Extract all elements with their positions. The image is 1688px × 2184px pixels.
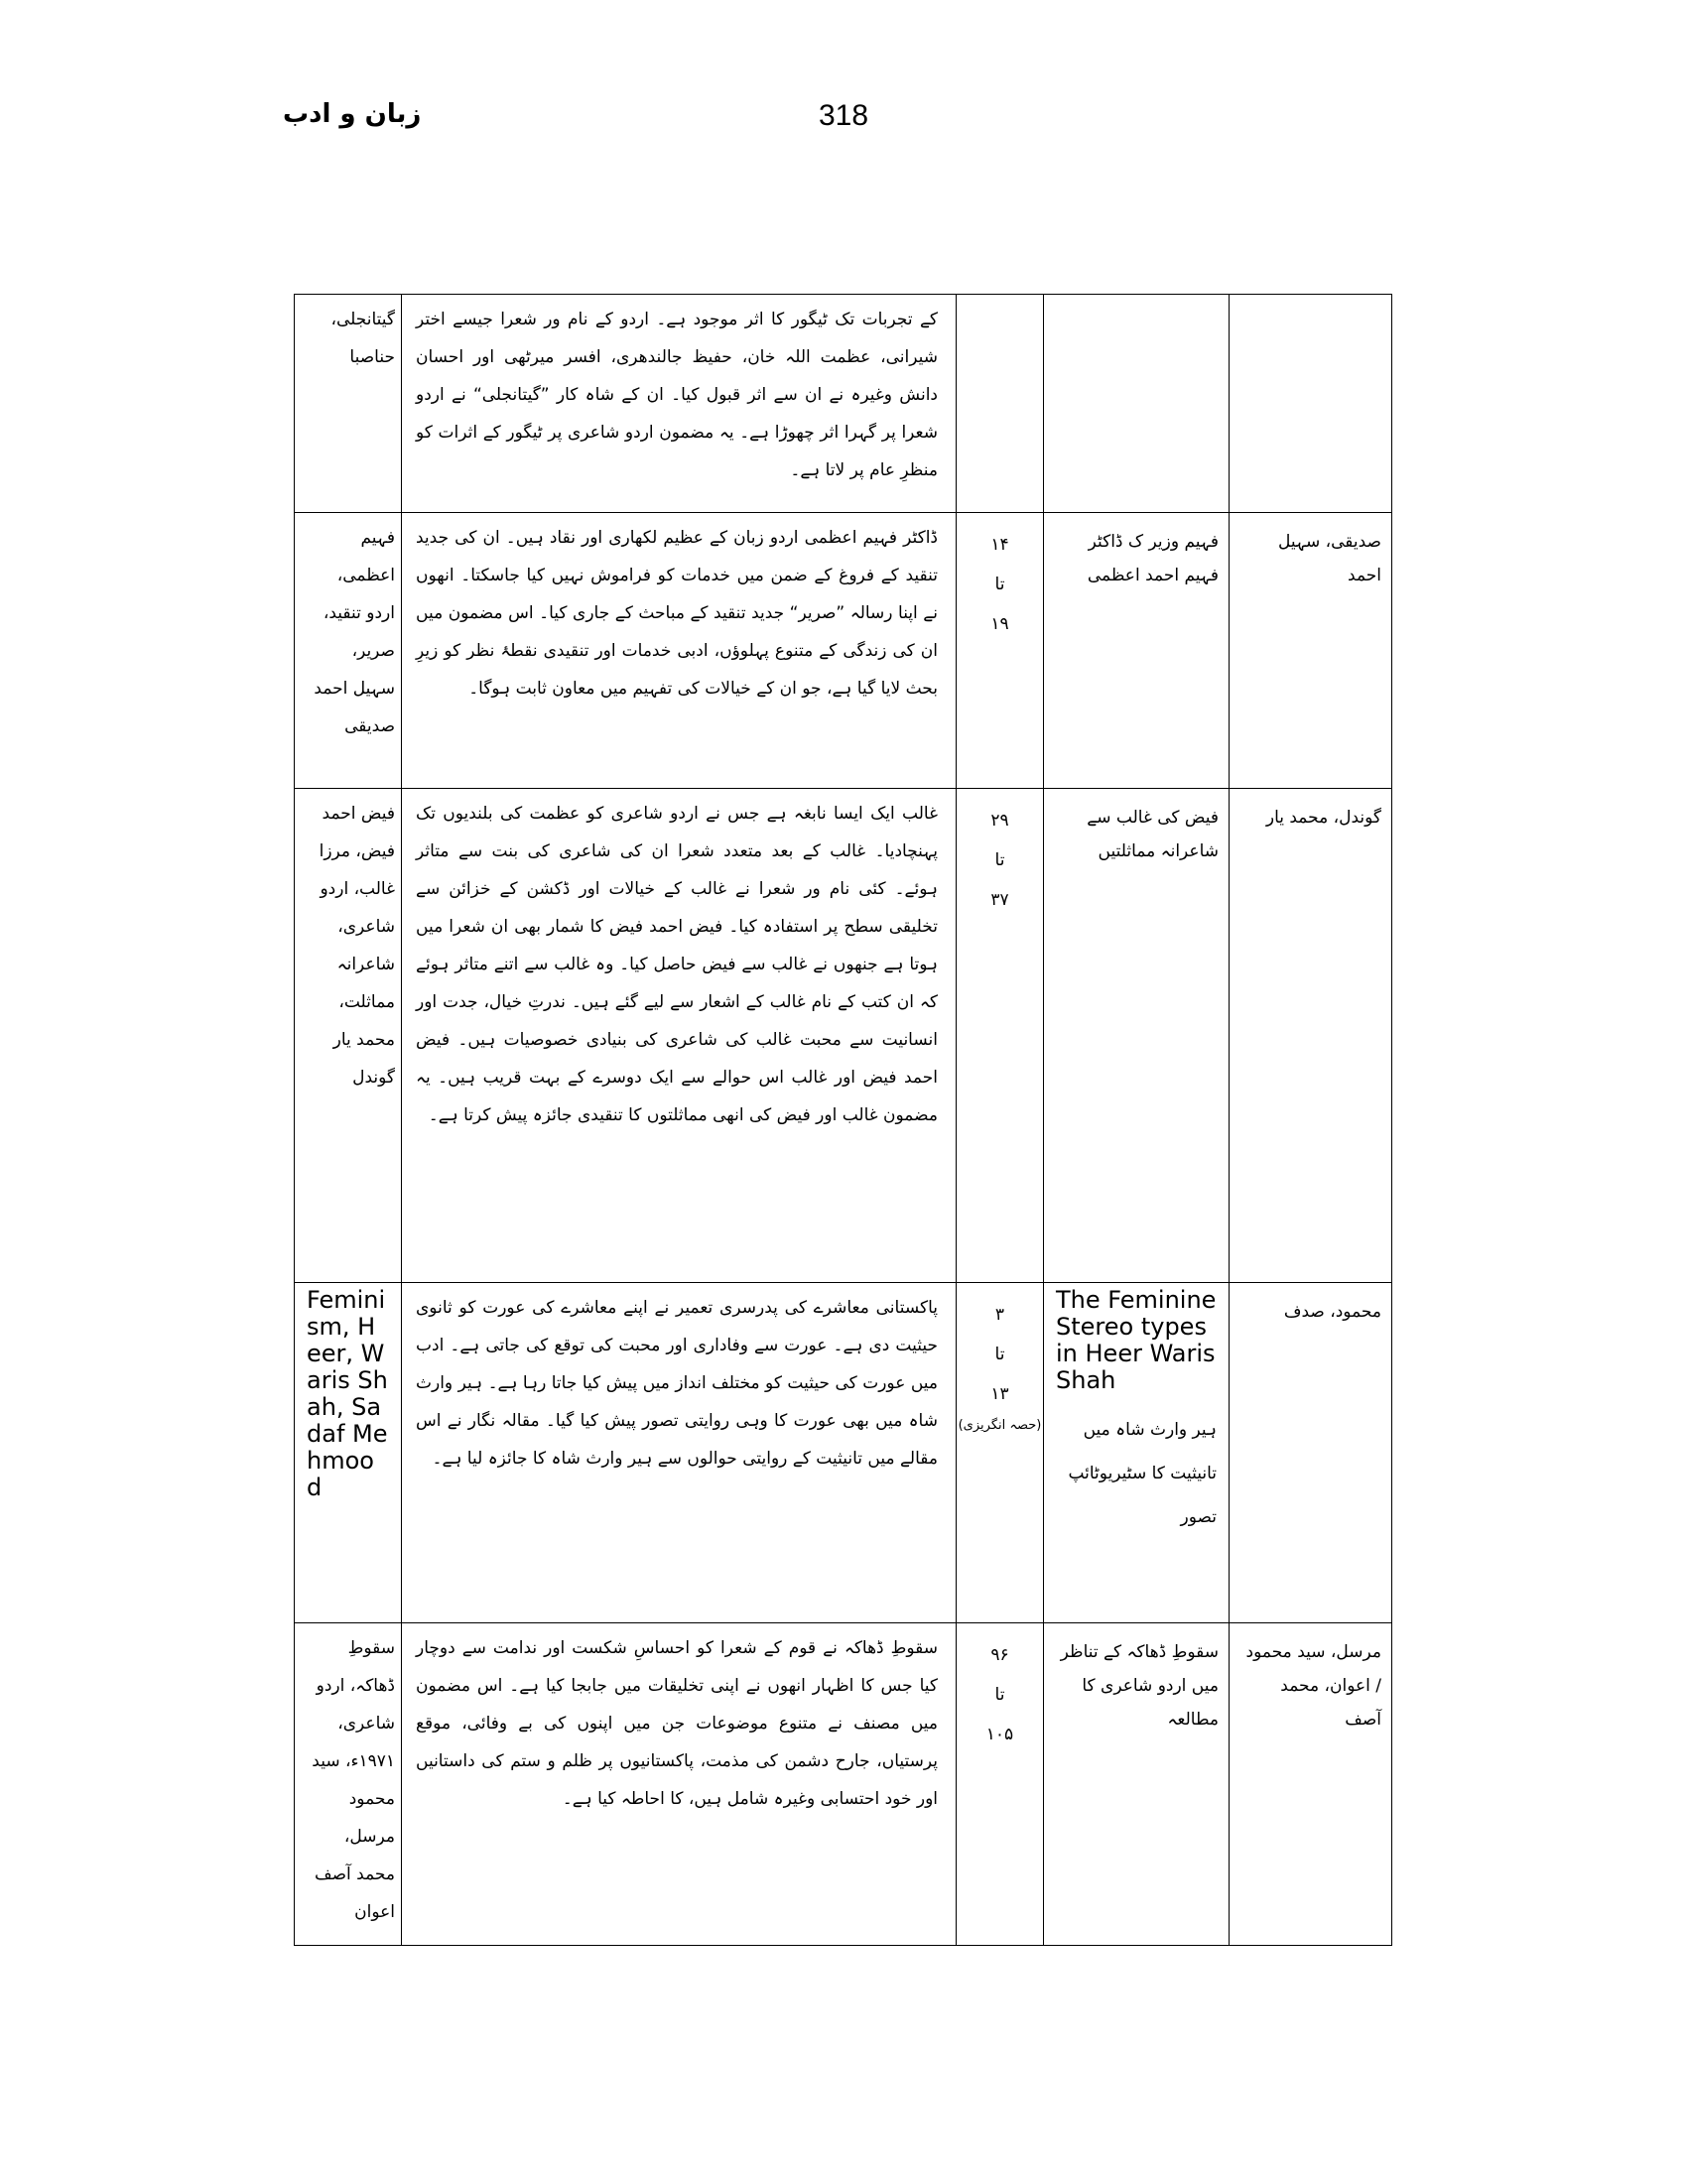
abstract-cell: سقوطِ ڈھاکہ نے قوم کے شعرا کو احساسِ شکست اور ندامت سے دوچار کیا جس کا اظہار انھوں نے اپنی تخلیقات میں جابجا کیا ہے۔ اس مضمون میں مصنف نے متنوع موضوعات جن میں اپنوں کی بے وفائی، موقع پرستیاں، جارح دشمن کی مذمت، پاکستانیوں پر ظلم و ستم کی داستانیں اور خود احتسابی وغیرہ شامل ہیں، کا احاطہ کیا ہے۔ xyxy=(402,1623,957,1946)
page-to: تا xyxy=(994,1345,1005,1364)
pages-cell xyxy=(957,789,1044,1283)
page-to: تا xyxy=(994,575,1005,594)
title-cell: فیض کی غالب سے شاعرانہ مماثلتیں xyxy=(1044,789,1230,1283)
table-row xyxy=(295,513,1392,789)
page-end: ۱۹ xyxy=(990,614,1009,634)
pages-cell xyxy=(957,295,1044,513)
abstract-cell: پاکستانی معاشرے کی پدرسری تعمیر نے اپنے معاشرے کی عورت کو ثانوی حیثیت دی ہے۔ عورت سے وفاداری اور محبت کی توقع کی جاتی ہے۔ ادب میں عورت کی حیثیت کو مختلف انداز میں پیش کیا جاتا رہا ہے۔ ہیر وارث شاہ میں بھی عورت کا وہی روایتی تصور پیش کیا گیا۔ مقالہ نگار نے اس مقالے میں تانیثیت کے روایتی حوالوں سے ہیر وارث شاہ کا جائزہ لیا ہے۔ xyxy=(402,1283,957,1623)
page-end: ۱۰۵ xyxy=(985,1725,1014,1744)
title-cell: فہیم وزیر ک ڈاکٹر فہیم احمد اعظمی xyxy=(1044,513,1230,789)
abstract-cell: کے تجربات تک ٹیگور کا اثر موجود ہے۔ اردو کے نام ور شعرا جیسے اختر شیرانی، عظمت اللہ خان، حفیظ جالندھری، افسر میرٹھی اور احسان دانش وغیرہ نے ان سے اثر قبول کیا۔ ان کے شاہ کار ”گیتانجلی“ نے اردو شعرا پر گہرا اثر چھوڑا ہے۔ یہ مضمون اردو شاعری پر ٹیگور کے اثرات کو منظرِ عام پر لاتا ہے۔ xyxy=(402,295,957,513)
table-row xyxy=(295,1623,1392,1946)
pages-note: (حصہ انگریزی) xyxy=(958,1418,1042,1433)
keywords-cell: فہیم اعظمی، اردو تنقید، صریر، سہیل احمد صدیقی xyxy=(295,513,402,789)
page-to: تا xyxy=(994,850,1005,870)
table-row xyxy=(295,1283,1392,1623)
page-start: ۹۶ xyxy=(990,1645,1009,1665)
page-to: تا xyxy=(994,1685,1005,1705)
author-cell: گوندل، محمد یار xyxy=(1230,789,1392,1283)
page-end: ۳۷ xyxy=(990,890,1009,910)
author-cell xyxy=(1230,295,1392,513)
page-start: ۱۴ xyxy=(990,535,1009,555)
author-cell: صدیقی، سہیل احمد xyxy=(1230,513,1392,789)
abstract-cell: ڈاکٹر فہیم اعظمی اردو زبان کے عظیم لکھاری اور نقاد ہیں۔ ان کی جدید تنقید کے فروغ کے ضمن میں خدمات کو فراموش نہیں کیا جاسکتا۔ انھوں نے اپنا رسالہ ”صریر“ جدید تنقید کے مباحث کے جاری کیا۔ اس مضمون میں ان کی زندگی کے متنوع پہلوؤں، ادبی خدمات اور تنقیدی نقطۂ نظر کو زیرِ بحث لایا گیا ہے، جو ان کے خیالات کی تفہیم میں معاون ثابت ہوگا۔ xyxy=(402,513,957,789)
abstract-cell: غالب ایک ایسا نابغہ ہے جس نے اردو شاعری کو عظمت کی بلندیوں تک پہنچادیا۔ غالب کے بعد متعدد شعرا ان کی شاعری کی بنت سے متاثر ہوئے۔ کئی نام ور شعرا نے غالب کے خیالات اور ڈکشن کے خزائن سے تخلیقی سطح پر استفادہ کیا۔ فیض احمد فیض کا شمار بھی ان شعرا میں ہوتا ہے جنھوں نے غالب سے فیض حاصل کیا۔ وہ غالب سے اتنے متاثر ہوئے کہ ان کتب کے نام غالب کے اشعار سے لیے گئے ہیں۔ ندرتِ خیال، جدت اور انسانیت سے محبت غالب کی شاعری کی بنیادی خصوصیات ہیں۔ فیض احمد فیض اور غالب اس حوالے سے ایک دوسرے کے بہت قریب ہیں۔ یہ مضمون غالب اور فیض کی انھی مماثلتوں کا تنقیدی جائزہ پیش کرتا ہے۔ xyxy=(402,789,957,1283)
author-cell: مرسل، سید محمود / اعوان، محمد آصف xyxy=(1230,1623,1392,1946)
pages-cell xyxy=(957,513,1044,789)
journal-name: زبان و ادب xyxy=(283,99,422,129)
keywords-cell: گیتانجلی، حناصبا xyxy=(295,295,402,513)
keywords-cell: فیض احمد فیض، مرزا غالب، اردو شاعری، شاعرانہ مماثلت، محمد یار گوندل xyxy=(295,789,402,1283)
keywords-cell: Feminism, Heer, Waris Shah, Sadaf Mehmood xyxy=(295,1283,402,1623)
pages-cell xyxy=(957,1283,1044,1623)
author-cell: محمود، صدف xyxy=(1230,1283,1392,1623)
title-urdu: ہیر وارث شاہ میں تانیثیت کا سٹیریوٹائپ تصور xyxy=(1068,1420,1217,1527)
keywords-cell: سقوطِ ڈھاکہ، اردو شاعری، ۱۹۷۱ء، سید محمود مرسل، محمد آصف اعوان xyxy=(295,1623,402,1946)
bibliography-table xyxy=(294,294,1392,1946)
table-row xyxy=(295,295,1392,513)
title-english: The Feminine Stereo types in Heer Waris Shah xyxy=(1056,1286,1217,1394)
page-start: ۳ xyxy=(994,1305,1005,1325)
title-cell xyxy=(1044,1283,1230,1623)
page-start: ۲۹ xyxy=(990,811,1009,831)
pages-cell xyxy=(957,1623,1044,1946)
page-end: ۱۳ xyxy=(990,1384,1009,1404)
page-number: 318 xyxy=(818,99,869,132)
title-cell xyxy=(1044,295,1230,513)
table-row xyxy=(295,789,1392,1283)
title-cell: سقوطِ ڈھاکہ کے تناظر میں اردو شاعری کا مطالعہ xyxy=(1044,1623,1230,1946)
